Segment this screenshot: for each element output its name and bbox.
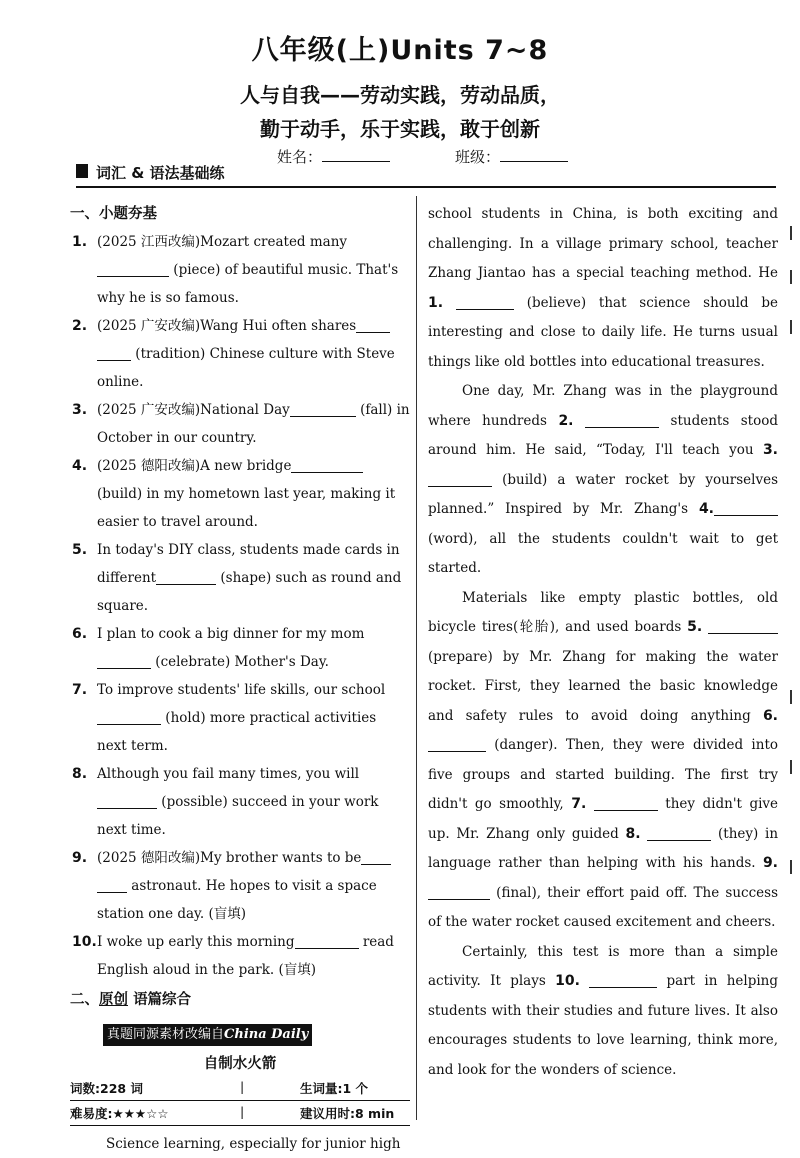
question-text: (2025 德阳改编)My brother wants to be [97, 850, 362, 866]
suggested-time: 建议用时:8 min [300, 1106, 395, 1121]
blank-number: 8. [625, 825, 641, 842]
question-text: In today's DIY class, students made cards in different [97, 542, 400, 586]
question-number: 7. [72, 682, 88, 698]
question-6 [70, 620, 410, 676]
info-row-1 [70, 1076, 410, 1101]
answer-blank[interactable] [361, 848, 391, 865]
question-text: (build) in my hometown last year, making it easier to travel around. [97, 486, 396, 530]
source-name: China Daily [224, 1027, 309, 1042]
question-text: (possible) succeed in your work next time. [97, 794, 379, 838]
part1-heading: 一、小题夯基 [70, 206, 157, 222]
passage-text: (final), their effort paid off. The success of the water rocket caused excitement and cheers. [428, 884, 778, 930]
class-blank[interactable] [500, 147, 568, 162]
passage-blank-5[interactable] [708, 617, 778, 634]
section-label: 词汇 & 语法基础练 [96, 164, 225, 182]
scan-edge-mark [790, 690, 792, 704]
question-text: astronaut. He hopes to visit a space station one day. [97, 878, 377, 922]
passage-title: 自制水火箭 [203, 1056, 277, 1072]
scan-edge-mark [790, 860, 792, 874]
scan-edge-mark [790, 270, 792, 284]
passage-text: (build) a water rocket by yourselves planned.” Inspired by Mr. Zhang's [428, 471, 778, 517]
info-separator: | [240, 1104, 245, 1119]
question-text: (2025 广安改编)National Day [97, 402, 290, 418]
passage-paragraph-1 [428, 200, 778, 377]
section-header [76, 162, 776, 188]
passage-text: school students in China, is both exciting and challenging. In a village primary school, teacher Zhang Jiantao has a special teaching method. He [428, 206, 778, 281]
passage-text: (prepare) by Mr. Zhang for making the water rocket. First, they learned the basic knowledge and safety rules to avoid doing anything [428, 648, 778, 724]
source-tag [103, 1024, 312, 1046]
passage-blank-4[interactable] [714, 499, 778, 516]
passage-paragraph-2 [428, 377, 778, 584]
blind-fill-note: (盲填) [278, 962, 317, 978]
question-number: 3. [72, 402, 88, 418]
answer-blank[interactable] [97, 792, 157, 809]
passage-blank-2[interactable] [585, 411, 659, 428]
answer-blank[interactable] [295, 932, 359, 949]
left-column [70, 200, 410, 1158]
blank-number: 1. [428, 294, 444, 311]
passage-text: (believe) that science should be interesting and close to daily life. He turns usual things like old bottles into educational treasures. [428, 294, 778, 370]
question-8 [70, 760, 410, 844]
question-3 [70, 396, 410, 452]
part2-heading [70, 986, 410, 1014]
passage-blank-1[interactable] [456, 293, 514, 310]
original-tag: 原创 [99, 992, 128, 1008]
passage-text: (they) in language rather than helping with his hands. [428, 825, 779, 871]
passage-start: Science learning, especially for junior high [106, 1136, 401, 1152]
passage-paragraph-3 [428, 584, 778, 938]
blank-number: 6. [762, 707, 778, 724]
blank-number: 10. [555, 973, 580, 989]
difficulty: 难易度:★★★☆☆ [70, 1106, 169, 1121]
class-label: 班级： [455, 148, 501, 166]
answer-blank[interactable] [156, 568, 216, 585]
passage-text: (danger). Then, they were divided into five groups and started building. The first try didn't go smoothly, [428, 737, 778, 812]
question-text: Although you fail many times, you will [97, 766, 360, 782]
question-text: (2025 德阳改编)A new bridge [97, 458, 292, 474]
answer-blank[interactable] [290, 400, 356, 417]
question-text: (2025 江西改编)Mozart created many [97, 234, 348, 250]
question-number: 5. [72, 542, 88, 558]
question-1 [70, 228, 410, 312]
answer-blank[interactable] [97, 708, 161, 725]
passage-text: students stood around him. He said, “Today, I'll teach you [428, 412, 779, 458]
passage-text: Certainly, this test is more than a simple activity. It plays [428, 943, 778, 989]
passage-text: they didn't give up. Mr. Zhang only guided [428, 796, 779, 842]
passage-paragraph-4 [428, 938, 778, 1086]
question-text: (fall) in October in our country. [97, 402, 410, 446]
info-separator: | [240, 1079, 245, 1094]
page-title: 八年级(上)Units 7~8 [251, 35, 549, 66]
book-icon [76, 164, 88, 178]
passage-info [70, 1076, 410, 1126]
question-text: (celebrate) Mother's Day. [155, 654, 329, 670]
blind-fill-note: (盲填) [208, 906, 247, 922]
question-10 [70, 928, 410, 984]
name-blank[interactable] [322, 147, 390, 162]
new-words-count: 生词量:1 个 [300, 1081, 369, 1096]
passage-text: (word), all the students couldn't wait to get started. [428, 530, 778, 576]
scan-edge-mark [790, 226, 792, 240]
question-text: (tradition) Chinese culture with Steve online. [97, 346, 395, 390]
question-5 [70, 536, 410, 620]
question-text: I plan to cook a big dinner for my mom [97, 626, 365, 642]
name-label: 姓名： [277, 148, 323, 166]
source-tag-label: 真题同源素材改编自 [107, 1027, 225, 1042]
answer-blank[interactable] [97, 344, 131, 361]
question-7 [70, 676, 410, 760]
column-divider [416, 196, 417, 1120]
question-text: (shape) such as round and square. [97, 570, 402, 614]
question-number: 10. [72, 934, 97, 950]
passage-text: part in helping students with their studies and future lives. It also encourages students to love learning, think more, and look for the wonders of science. [428, 973, 779, 1078]
question-text: (hold) more practical activities next term. [97, 710, 377, 754]
passage-text: One day, Mr. Zhang was in the playground where hundreds [428, 383, 778, 429]
part2-heading-prefix: 二、 [70, 992, 99, 1008]
scan-edge-mark [790, 320, 792, 334]
answer-blank[interactable] [97, 260, 169, 277]
subtitle-line-1: 人与自我——劳动实践，劳动品质， [240, 83, 560, 107]
question-number: 6. [72, 626, 88, 642]
question-text: (piece) of beautiful music. That's why he is so famous. [97, 262, 399, 306]
question-text: (2025 广安改编)Wang Hui often shares [97, 318, 357, 334]
right-column [428, 200, 778, 1085]
question-number: 4. [72, 458, 88, 474]
question-number: 9. [72, 850, 88, 866]
answer-blank[interactable] [291, 456, 363, 473]
blank-number: 7. [571, 796, 587, 812]
question-text: To improve students' life skills, our school [97, 682, 386, 698]
part2-heading-rest: 语篇综合 [133, 992, 192, 1008]
question-text: I woke up early this morning [97, 934, 295, 950]
blank-number: 4. [698, 501, 714, 517]
question-number: 8. [72, 766, 88, 782]
subtitle-line-2: 勤于动手，乐于实践，敢于创新 [260, 117, 540, 141]
question-4 [70, 452, 410, 536]
answer-blank[interactable] [97, 652, 151, 669]
question-number: 1. [72, 234, 88, 250]
passage-blank-7[interactable] [594, 794, 658, 811]
passage-blank-6[interactable] [428, 735, 486, 752]
question-text: read English aloud in the park. [97, 934, 394, 978]
word-count: 词数:228 词 [70, 1081, 143, 1096]
question-9 [70, 844, 410, 928]
scan-edge-mark [790, 760, 792, 774]
answer-blank[interactable] [97, 876, 127, 893]
blank-number: 9. [762, 855, 778, 871]
answer-blank[interactable] [356, 316, 390, 333]
passage-blank-10[interactable] [589, 971, 657, 988]
passage-blank-3[interactable] [428, 470, 492, 487]
passage-blank-8[interactable] [647, 824, 711, 841]
blank-number: 5. [687, 619, 703, 635]
info-row-2 [70, 1101, 410, 1126]
blank-number: 3. [762, 442, 778, 458]
passage-text: Materials like empty plastic bottles, old bicycle tires(轮胎), and used boards [428, 589, 778, 635]
question-2 [70, 312, 410, 396]
blank-number: 2. [558, 412, 574, 429]
question-number: 2. [72, 318, 88, 334]
passage-blank-9[interactable] [428, 883, 490, 900]
